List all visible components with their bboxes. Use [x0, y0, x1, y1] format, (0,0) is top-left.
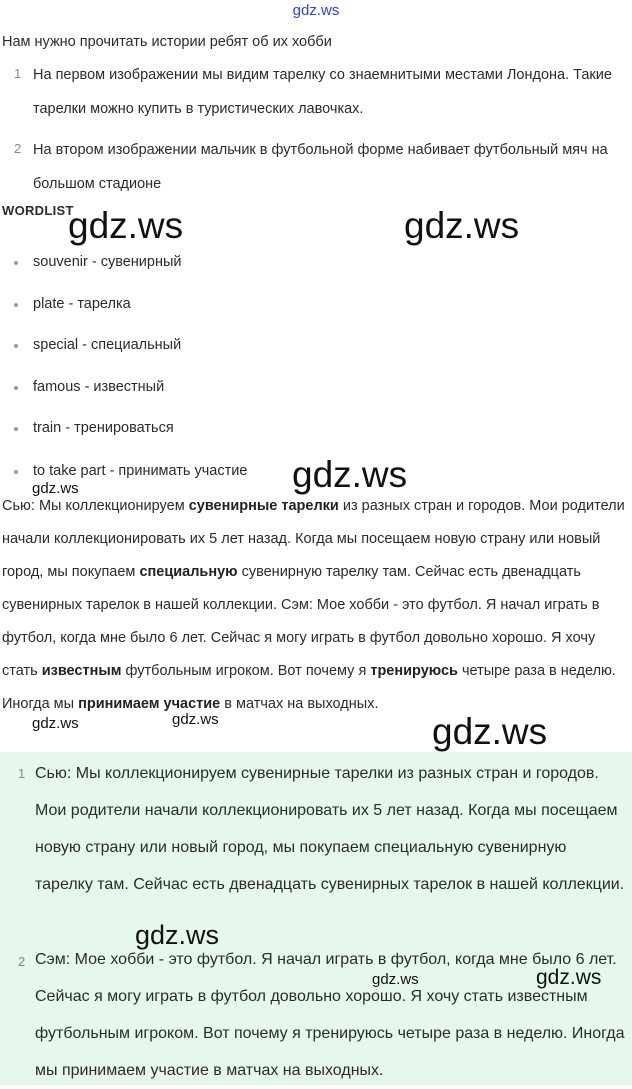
story-segment: из разных стран и городов. Мои родители начали коллекционировать их 5 лет назад. Когда мы посещаем новую страну или новый город, мы покупаем	[2, 498, 625, 580]
story-segment: сувенирную тарелку там. Сейчас есть двенадцать сувенирных тарелок в нашей коллекции. Сэм: Мое хобби - это футбол. Я начал играть в футбол, когда мне было 6 лет. Сейчас я могу играть в футбол довольно хорошо. Я хочу стать	[2, 564, 600, 679]
bullet-icon	[14, 344, 18, 348]
story-segment: Сью: Мы коллекционируем	[2, 498, 189, 514]
highlighted-word: сувенирные тарелки	[188, 498, 339, 514]
bullet-icon	[14, 470, 18, 474]
wordlist-item	[0, 287, 632, 327]
watermark: gdz.ws	[32, 715, 79, 732]
intro-text: Нам нужно прочитать истории ребят об их хобби	[2, 34, 332, 50]
wordlist-item-text: souvenir - сувенирный	[33, 254, 182, 270]
watermark: gdz.ws	[172, 711, 219, 728]
watermark: gdz.ws	[32, 480, 79, 497]
watermark: gdz.ws	[404, 205, 520, 246]
list-item: На втором изображении мальчик в футбольной форме набивает футбольный мяч на большом стадионе	[33, 142, 608, 192]
answer-item: Сэм: Мое хобби - это футбол. Я начал играть в футбол, когда мне было 6 лет. Сейчас я могу играть в футбол довольно хорошо. Я хочу стать известным футбольным игроком. Вот почему я тренируюсь четыре раза в неделю. Иногда мы принимаем участие в матчах на выходных.	[35, 951, 625, 1079]
watermark-top: gdz.ws	[292, 2, 340, 19]
watermark: gdz.ws	[536, 966, 602, 989]
wordlist-item	[0, 245, 632, 285]
bullet-icon	[14, 303, 18, 307]
wordlist-item	[0, 370, 632, 410]
watermark: gdz.ws	[135, 920, 220, 950]
watermark: gdz.ws	[292, 454, 408, 495]
answer-box	[0, 752, 632, 1085]
wordlist-item-text: train - тренироваться	[33, 420, 174, 436]
highlighted-word: тренируюсь	[370, 663, 458, 679]
answer-number: 1	[18, 766, 26, 781]
story-text	[2, 490, 630, 721]
answer-number: 2	[18, 954, 26, 969]
bullet-icon	[14, 386, 18, 390]
list-number: 2	[14, 141, 22, 156]
watermark: gdz.ws	[372, 971, 419, 988]
list-item: На первом изображении мы видим тарелку со знаемнитыми местами Лондона. Такие тарелки можно купить в туристических лавочках.	[33, 67, 612, 117]
wordlist-item	[0, 411, 632, 451]
highlighted-word: принимаем участие	[78, 696, 221, 712]
answer-item: Сью: Мы коллекционируем сувенирные тарелки из разных стран и городов. Мои родители начали коллекционировать их 5 лет назад. Когда мы посещаем новую страну или новый город, мы покупаем специальную сувенирную тарелку там. Сейчас есть двенадцать сувенирных тарелок в нашей коллекции.	[35, 765, 625, 893]
watermark: gdz.ws	[68, 205, 184, 246]
wordlist-item-text: to take part - принимать участие	[33, 463, 248, 479]
story-segment: четыре раза в неделю. Иногда мы	[2, 663, 616, 712]
wordlist-title: WORDLIST	[2, 203, 74, 218]
wordlist-item-text: special - специальный	[33, 337, 182, 353]
highlighted-word: специальную	[139, 564, 238, 580]
story-segment: в матчах на выходных.	[220, 696, 379, 712]
wordlist-item-text: plate - тарелка	[33, 296, 131, 312]
watermark: gdz.ws	[432, 711, 548, 752]
bullet-icon	[14, 261, 18, 265]
wordlist-item-text: famous - известный	[33, 379, 165, 395]
wordlist-item	[0, 328, 632, 368]
highlighted-word: известным	[41, 663, 122, 679]
list-number: 1	[14, 66, 22, 81]
bullet-icon	[14, 427, 18, 431]
story-segment: футбольным игроком. Вот почему я	[121, 663, 371, 679]
